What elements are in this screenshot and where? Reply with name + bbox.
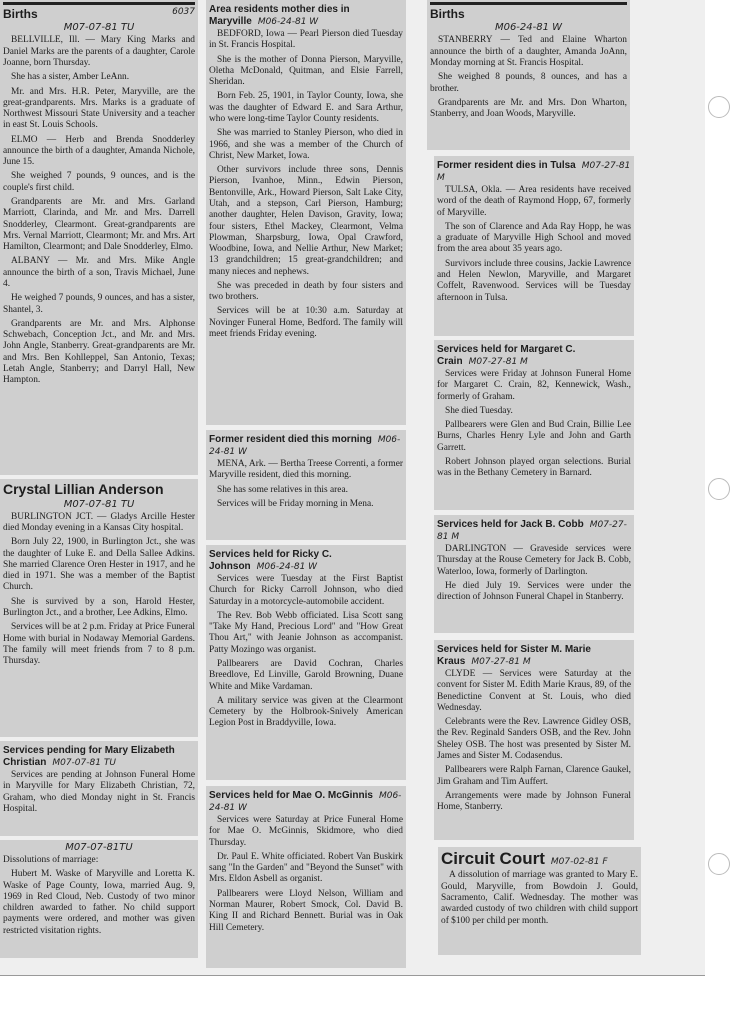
dissolutions-clipping bbox=[0, 840, 198, 958]
correnti-clipping bbox=[206, 430, 406, 540]
circuit-court-clipping bbox=[438, 847, 641, 955]
date-note: M07-07-81 TU bbox=[52, 757, 116, 768]
cobb-clipping bbox=[434, 515, 634, 633]
date-note: M07-07-81TU bbox=[65, 842, 133, 853]
paragraph: ELMO — Herb and Brenda Snodderley announce the birth of a daughter, Amanda Nichole, June 15. bbox=[3, 134, 195, 168]
binder-hole bbox=[708, 853, 730, 875]
binder-hole bbox=[708, 478, 730, 500]
births-right-clipping bbox=[427, 0, 630, 150]
paragraph: Survivors include three cousins, Jackie Lawrence and Helen Newlon, Maryville, and Margaret Coffelt, Ravenwood. Services will be Tuesday afternoon in Tulsa. bbox=[437, 258, 631, 303]
header-rule bbox=[3, 2, 195, 5]
crain-clipping bbox=[434, 340, 634, 510]
paragraph: Born July 22, 1900, in Burlington Jct., she was the daughter of Luke E. and Della Sallee Adkins. She married Clarence Oren Hester in 1917, and he died in 1971. She was a member of the Baptist Church. bbox=[3, 537, 195, 593]
obituary-title: Services held for Mae O. McGinnis M06-24-81 W bbox=[209, 790, 402, 813]
paragraph: Services will be at 2 p.m. Friday at Price Funeral Home with burial in Nodaway Memorial Gardens. The family will meet friends from 7 to 8 p.m. Thursday. bbox=[3, 622, 195, 667]
paragraph: He died July 19. Services were under the direction of Johnson Funeral Chapel in Stanberry. bbox=[437, 580, 631, 603]
hopp-clipping bbox=[434, 156, 634, 336]
paragraph: She has a sister, Amber LeAnn. bbox=[11, 72, 130, 83]
section-header: Circuit Court bbox=[441, 849, 545, 868]
paragraph: BELLVILLE, Ill. — Mary King Marks and Daniel Marks are the parents of a daughter, Carole Joanne, born Thursday. bbox=[3, 35, 195, 68]
paragraph: He weighed 7 pounds, 9 ounces, and has a sister, Shantel, 3. bbox=[3, 293, 195, 315]
paragraph: Other survivors include three sons, Dennis Pierson, Ivanhoe, Minn., Edwin Pierson, Bentonville, Ark., Howard Pierson, Salt Lake City, Utah, and a stepson, Carl Pierson, Hamburg; another daughter, Helen Davison, Gravity, Iowa; four sisters, Ethel Mackey, Clearmont, Velma Plowman, Sharpsburg, Iowa, Opal Crawford, Woodbine, Iowa, and Nellie Arthur, New Market; 13 grandchildren; 15 great-grandchildren; and many nieces and nephews. bbox=[209, 165, 403, 277]
obituary-title: Services pending for Mary Elizabeth Christian M07-07-81 TU bbox=[3, 745, 175, 768]
paragraph: MENA, Ark. — Bertha Treese Correnti, a former Maryville resident, died this morning. bbox=[209, 459, 403, 481]
paragraph: She was married to Stanley Pierson, who died in 1966, and she was a member of the Church of Christ, New Market, Iowa. bbox=[209, 128, 403, 161]
obituary-title: Former resident died this morning M06-24-81 W bbox=[209, 434, 401, 457]
paragraph: Robert Johnson played organ selections. Burial was in the Bethany Cemetery in Barnard. bbox=[437, 456, 631, 479]
section-header: Births bbox=[3, 7, 38, 21]
paragraph: She died Tuesday. bbox=[445, 405, 513, 416]
births-left-clipping bbox=[0, 0, 198, 475]
date-note: M07-27-81 M bbox=[468, 356, 528, 367]
obituary-title: Former resident dies in Tulsa M07-27-81 M bbox=[437, 160, 631, 183]
page-edge bbox=[0, 975, 705, 976]
paragraph: Dr. Paul E. White officiated. Robert Van Buskirk sang "In the Garden" and "Beyond the Sunset" with Mrs. Eldon Asbell as organist. bbox=[209, 851, 403, 885]
paragraph: Pallbearers were Glen and Bud Crain, Billie Lee Burns, Charles Henry Lyle and John and Garth Garrett. bbox=[437, 420, 631, 453]
paragraph: DARLINGTON — Graveside services were Thursday at the Rouse Cemetery for Jack B. Cobb, Waterloo, Iowa, formerly of Darlington. bbox=[437, 544, 631, 577]
paragraph: Services are pending at Johnson Funeral Home in Maryville for Mary Elizabeth Christian, 72, Graham, who died Monday night in St. Francis Hospital. bbox=[3, 770, 195, 814]
pierson-clipping bbox=[206, 0, 406, 425]
paragraph: Arrangements were made by Johnson Funeral Home, Stanberry. bbox=[437, 790, 631, 813]
paragraph: TULSA, Okla. — Area residents have received word of the death of Raymond Hopp, 67, formerly of Maryville. bbox=[437, 185, 631, 218]
obituary-title: Crystal Lillian Anderson bbox=[3, 481, 164, 497]
date-note: M07-27-81 M bbox=[437, 520, 627, 542]
date-note: M07-02-81 F bbox=[550, 857, 608, 867]
paragraph: Pallbearers were Lloyd Nelson, William and Norman Maurer, Robert Smock, Col. David B. King II and Richard Bennett. Burial was in Oak Hill Cemetery. bbox=[209, 888, 403, 933]
paragraph: She was preceded in death by four sisters and two brothers. bbox=[209, 280, 403, 303]
paragraph: Services will be at 10:30 a.m. Saturday at Novinger Funeral Home, Bedford. The family will meet friends Friday evening. bbox=[209, 306, 403, 340]
paragraph: Born Feb. 25, 1901, in Taylor County, Iowa, she was the daughter of Edward E. and Sara Arthur, who were long-time Taylor County residents. bbox=[209, 91, 403, 124]
obituary-title: Services held for Margaret C. Crain M07-27-81 M bbox=[437, 344, 576, 367]
paragraph: She has some relatives in this area. bbox=[217, 484, 348, 495]
date-note: M06-24-81 W bbox=[209, 435, 401, 457]
obituary-title: Services held for Jack B. Cobb M07-27-81 M bbox=[437, 519, 627, 542]
paragraph: ALBANY — Mr. and Mrs. Mike Angle announce the birth of a son, Travis Michael, June 4. bbox=[3, 256, 195, 290]
paragraph: Celebrants were the Rev. Lawrence Gidley OSB, the Rev. Reginald Sanders OSB, and the Rev. John Sheley OSB. The host was presented by Sister M. James and Sister M. Codasendus. bbox=[437, 717, 631, 761]
obituary-title: Area residents mother dies in Maryville M06-24-81 W bbox=[209, 4, 350, 27]
date-note: M07-07-81 TU bbox=[63, 22, 135, 34]
paragraph: Grandparents are Mr. and Mrs. Garland Marriott, Clarinda, and Mr. and Mrs. Darrell Snodderley, Clearmont. Great-grandparents are Mrs. Vernal Marriott, Clearmont; Mr. and Mrs. Art Hamilton, Clearmont; and Dale Snodderley, Elmo. bbox=[3, 197, 195, 253]
paragraph: Mr. and Mrs. H.R. Peter, Maryville, are the great-grandparents. Mrs. Marks is a graduate of Northwest Missouri State University and a teacher in east St. Louis Schools. bbox=[3, 86, 195, 131]
date-note: M06-24-81 W bbox=[494, 22, 563, 34]
paragraph: She is the mother of Donna Pierson, Maryville, Oletha McDonald, Quitman, and Elsie Farrell, Sheridan. bbox=[209, 54, 403, 88]
paragraph: Grandparents are Mr. and Mrs. Alphonse Schwebach, Conception Jct., and Mr. and Mrs. John Angle, Stanberry. Great-grandparents are Mr. and Mrs. Ben Kohlleppel, San Antonio, Texas; Letah Angle, Stanberry; and Darryl Hall, New Hampton. bbox=[3, 318, 195, 386]
johnson-clipping bbox=[206, 545, 406, 780]
paragraph: The son of Clarence and Ada Ray Hopp, he was a graduate of Maryville High School and moved from the area about 35 years ago. bbox=[437, 221, 631, 255]
christian-clipping bbox=[0, 741, 198, 836]
paragraph: A military service was given at the Clearmont Cemetery by the Holbrook-Snively American Legion Post in Braddyville, Iowa. bbox=[209, 695, 403, 729]
paragraph: BEDFORD, Iowa — Pearl Pierson died Tuesday in St. Francis Hospital. bbox=[209, 29, 403, 51]
paragraph: Services were Saturday at Price Funeral Home for Mae O. McGinnis, Skidmore, who died Thursday. bbox=[209, 815, 403, 848]
paragraph: CLYDE — Services were Saturday at the convent for Sister M. Edith Marie Kraus, 89, of the Benedictine Convent at St. Louis, who died Wednesday. bbox=[437, 669, 631, 713]
date-note: M07-27-81 M bbox=[437, 161, 631, 183]
section-header: Dissolutions of marriage: bbox=[3, 855, 99, 865]
corner-note: 6037 bbox=[172, 7, 195, 17]
paragraph: Pallbearers were Ralph Farnan, Clarence Gaukel, Jim Graham and Tim Auffert. bbox=[437, 765, 631, 787]
paragraph: Services were Tuesday at the First Baptist Church for Ricky Carroll Johnson, who died Saturday in a motorcycle-automobile accident. bbox=[209, 574, 403, 607]
paragraph: BURLINGTON JCT. — Gladys Arcille Hester died Monday evening in a Kansas City hospital. bbox=[3, 511, 195, 534]
date-note: M06-24-81 W bbox=[257, 16, 319, 27]
kraus-clipping bbox=[434, 640, 634, 840]
paragraph: A dissolution of marriage was granted to Mary E. Gould, Maryville, from Bowdoin J. Gould, Sacramento, Calif. Wednesday. The mother was awarded custody of two children with child support of $100 per child per month. bbox=[441, 870, 638, 926]
paragraph: Services were Friday at Johnson Funeral Home for Margaret C. Crain, 82, Kennewick, Wash., formerly of Graham. bbox=[437, 369, 631, 402]
paragraph: The Rev. Bob Webb officiated. Lisa Scott sang "Take My Hand, Precious Lord" and "How Great Thou Art," with Jeanie Johnson as accompanist. Patty Mozingo was organist. bbox=[209, 610, 403, 655]
obituary-title: Services held for Ricky C. Johnson M06-24-81 W bbox=[209, 549, 332, 572]
date-note: M07-27-81 M bbox=[471, 656, 531, 667]
mcginnis-clipping bbox=[206, 786, 406, 968]
paragraph: She weighed 7 pounds, 9 ounces, and is the couple's first child. bbox=[3, 171, 195, 193]
header-rule bbox=[430, 2, 627, 5]
obituary-title: Services held for Sister M. Marie Kraus M07-27-81 M bbox=[437, 644, 591, 667]
date-note: M07-07-81 TU bbox=[63, 498, 135, 510]
date-note: M06-24-81 W bbox=[256, 561, 318, 572]
paragraph: STANBERRY — Ted and Elaine Wharton announce the birth of a daughter, Amanda JoAnn, Monday morning at St. Francis Hospital. bbox=[430, 35, 627, 68]
paragraph: Hubert M. Waske of Maryville and Loretta K. Waske of Page County, Iowa, married Aug. 9, 1969 in Red Cloud, Neb. Custody of two minor children awarded to father. No child support payments were ordered, and mother was given restricted visitation rights. bbox=[3, 869, 195, 936]
section-header: Births bbox=[430, 7, 465, 21]
date-note: M06-24-81 W bbox=[209, 791, 402, 813]
anderson-clipping bbox=[0, 479, 198, 737]
paragraph: Grandparents are Mr. and Mrs. Don Wharton, Stanberry, and Joan Woods, Maryville. bbox=[430, 97, 627, 120]
binder-hole bbox=[708, 96, 730, 118]
paragraph: She is survived by a son, Harold Hester, Burlington Jct., and a brother, Lee Adkins, Elmo. bbox=[3, 596, 195, 619]
paragraph: Pallbearers are David Cochran, Charles Breedlove, Ed Linville, Garold Browning, Duane White and Mike Vardaman. bbox=[209, 658, 403, 692]
paragraph: She weighed 8 pounds, 8 ounces, and has a brother. bbox=[430, 72, 627, 94]
paragraph: Services will be Friday morning in Mena. bbox=[217, 498, 374, 509]
